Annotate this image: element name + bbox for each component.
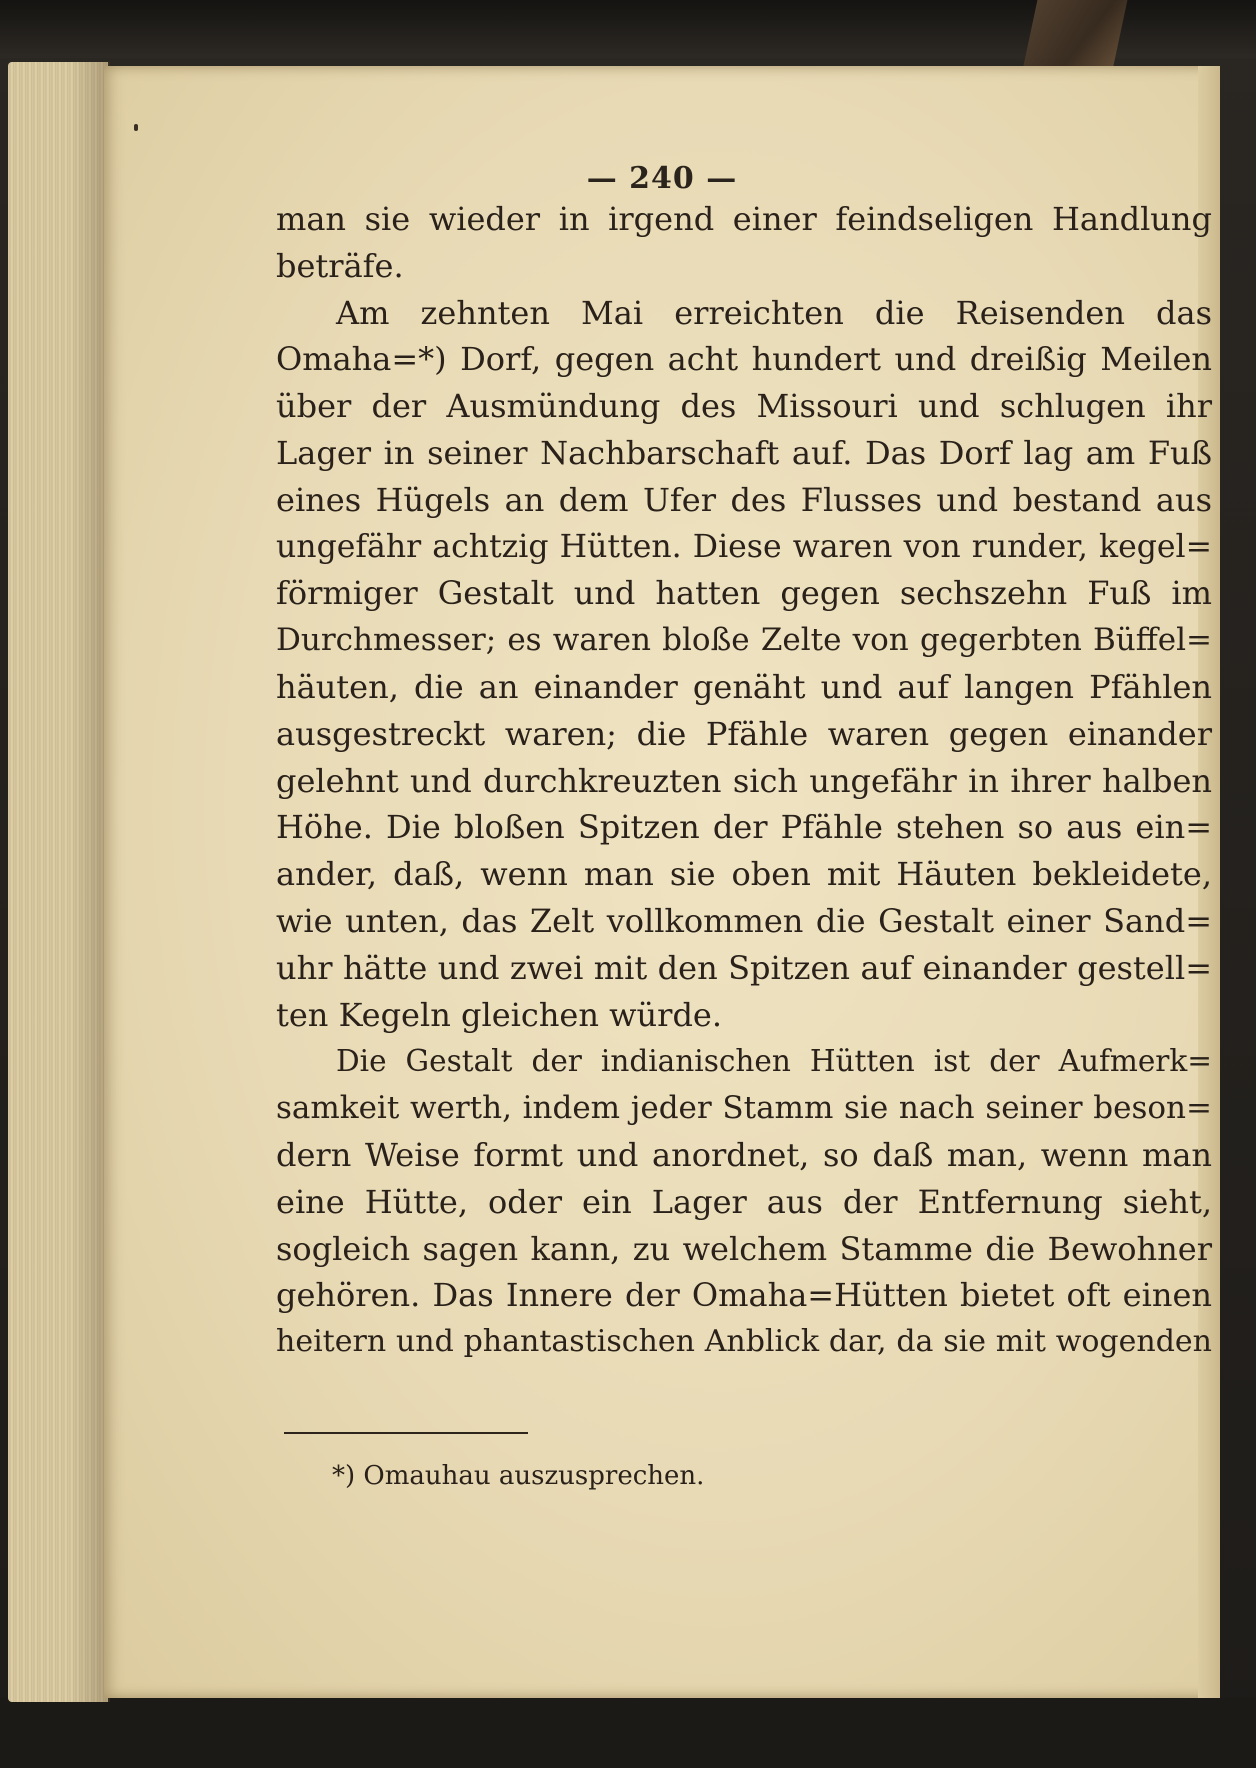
text-line: Lager in seiner Nachbarschaft auf. Das Dorf lag am Fuß xyxy=(276,433,1212,472)
footnote-divider xyxy=(284,1432,528,1434)
text-line: ungefähr achtzig Hütten. Diese waren von runder, kegel= xyxy=(276,528,1212,565)
text-line: über der Ausmündung des Missouri und schlugen ihr xyxy=(276,387,1212,426)
footnote: *) Omauhau auszusprechen. xyxy=(332,1461,705,1491)
page-number: — 240 — xyxy=(586,161,738,196)
text-line: Omaha=*) Dorf, gegen acht hundert und dreißig Meilen xyxy=(276,340,1212,379)
book-cover-bottom xyxy=(0,1698,1256,1768)
text-line: häuten, die an einander genäht und auf langen Pfählen xyxy=(276,667,1212,706)
text-line: Höhe. Die bloßen Spitzen der Pfähle stehen so aus ein= xyxy=(276,808,1212,847)
text-line: gelehnt und durchkreuzten sich ungefähr in ihrer halben xyxy=(276,761,1212,800)
text-line: ten Kegeln gleichen würde. xyxy=(276,995,723,1034)
text-line: Durchmesser; es waren bloße Zelte von gegerbten Büffel= xyxy=(276,622,1212,659)
text-line: sogleich sagen kann, zu welchem Stamme die Bewohner xyxy=(276,1229,1212,1268)
text-line: ander, daß, wenn man sie oben mit Häuten bekleidete, xyxy=(276,855,1212,894)
text-line: uhr hätte und zwei mit den Spitzen auf einander gestell= xyxy=(276,948,1212,987)
text-line: Die Gestalt der indianischen Hütten ist der Aufmerk= xyxy=(336,1044,1212,1079)
text-line: Am zehnten Mai erreichten die Reisenden das xyxy=(336,293,1212,332)
page xyxy=(104,66,1220,1698)
ink-mark xyxy=(134,124,138,131)
text-line: dern Weise formt und anordnet, so daß man, wenn man xyxy=(276,1135,1212,1174)
text-line: eines Hügels an dem Ufer des Flusses und bestand aus xyxy=(276,480,1212,519)
text-line: samkeit werth, indem jeder Stamm sie nach seiner beson= xyxy=(276,1090,1212,1127)
body-text xyxy=(276,196,1212,1366)
text-line: beträfe. xyxy=(276,246,404,285)
text-line: eine Hütte, oder ein Lager aus der Entfernung sieht, xyxy=(276,1182,1212,1221)
text-line: wie unten, das Zelt vollkommen die Gestalt einer Sand= xyxy=(276,901,1212,940)
bookmark-ribbon xyxy=(1023,0,1128,70)
text-line: förmiger Gestalt und hatten gegen sechszehn Fuß im xyxy=(276,574,1212,613)
text-line: heitern und phantastischen Anblick dar, da sie mit wogenden xyxy=(276,1324,1212,1360)
text-line: man sie wieder in irgend einer feindseligen Handlung xyxy=(276,200,1212,238)
text-line: ausgestreckt waren; die Pfähle waren gegen einander xyxy=(276,714,1212,753)
text-line: gehören. Das Innere der Omaha=Hütten bietet oft einen xyxy=(276,1276,1212,1315)
